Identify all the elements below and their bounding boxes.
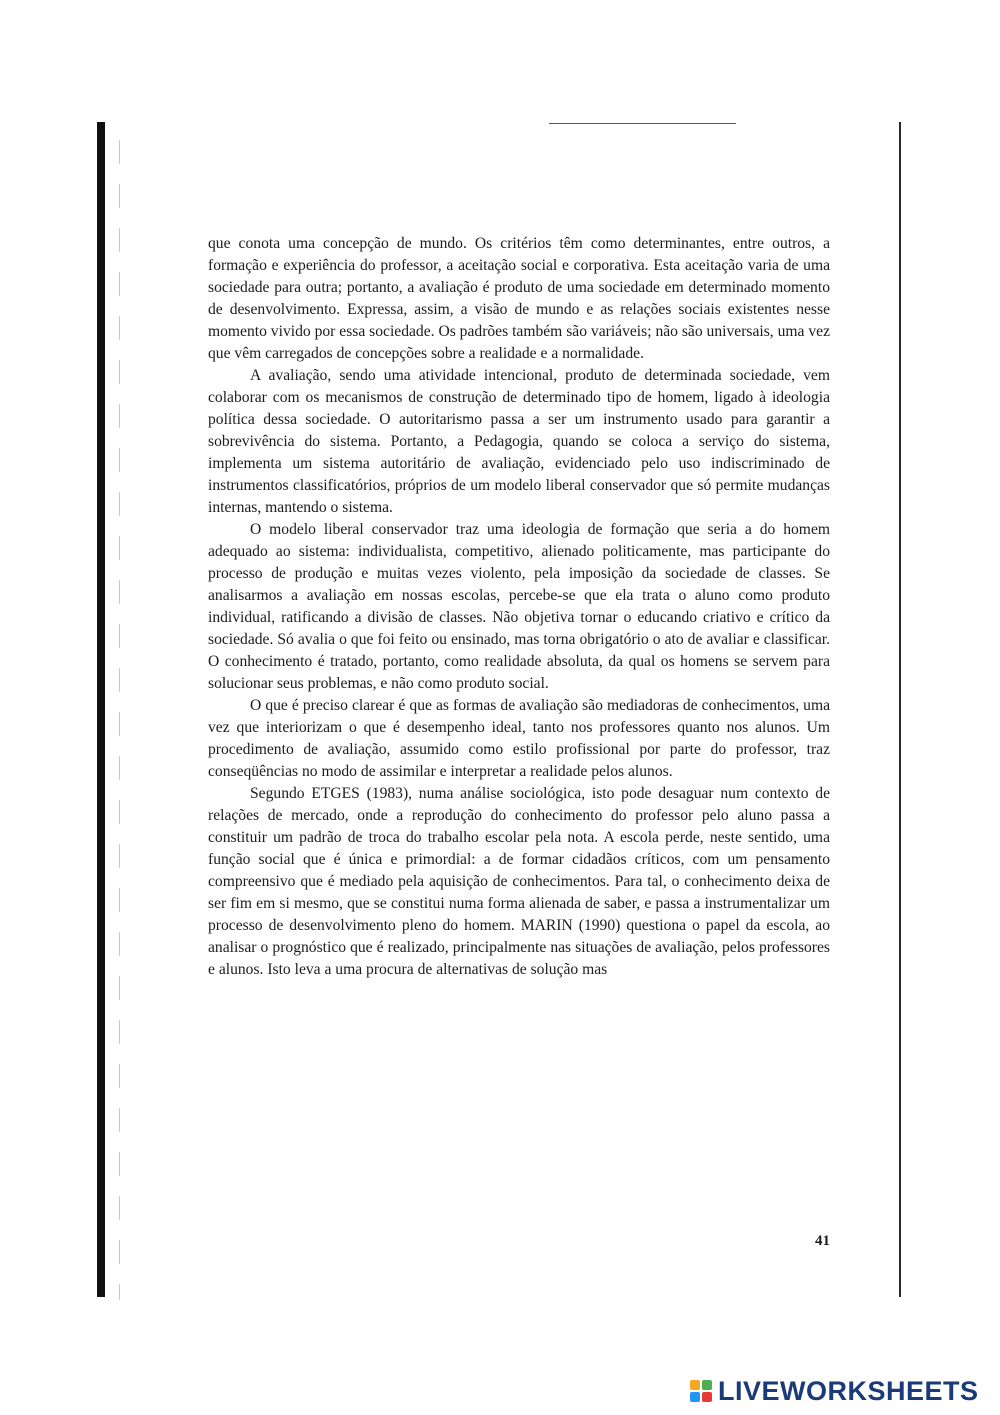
page-right-edge <box>899 122 901 1297</box>
paragraph-5: Segundo ETGES (1983), numa análise sociológica, isto pode desaguar num contexto de relações de mercado, onde a reprodução do conhecimento do professor pelo aluno passa a constituir um padrão de troca do trabalho escolar pela nota. A escola perde, neste sentido, uma função social que é única e primordial: a de formar cidadãos críticos, com um pensamento compreensivo que é mediado pela aquisição de conhecimentos. Para tal, o conhecimento deixa de ser fim em si mesmo, que se constitui numa forma alienada de saber, e passa a instrumentalizar um processo de desenvolvimento pleno do homem. MARIN (1990) questiona o papel da escola, ao analisar o prognóstico que é realizado, principalmente nas situações de avaliação, pelos professores e alunos. Isto leva a uma procura de alternativas de solução mas <box>208 785 830 978</box>
scan-margin-line <box>119 140 120 1300</box>
page-number: 41 <box>815 1233 830 1249</box>
liveworksheets-brand <box>690 1374 979 1408</box>
paragraph-3: O modelo liberal conservador traz uma ideologia de formação que seria a do homem adequado ao sistema: individualista, competitivo, alienado politicamente, mas participante do processo de produção e muitas vezes violento, pela imposição da sociedade de classes. Se analisarmos a avaliação em nossas escolas, percebe-se que ela trata o aluno como produto individual, ratificando a divisão de classes. Não objetiva tornar o educando criativo e crítico da sociedade. Só avalia o que foi feito ou ensinado, mas torna obrigatório o ato de avaliar e classificar. O conhecimento é tratado, portanto, como realidade absoluta, da qual os homens se servem para solucionar seus problemas, e não como produto social. <box>208 521 830 692</box>
brand-text: LIVEWORKSHEETS <box>718 1375 979 1406</box>
logo-square-3 <box>690 1392 700 1402</box>
paragraph-4: O que é preciso clarear é que as formas de avaliação são mediadoras de conhecimentos, uma vez que interiorizam o que é desempenho ideal, tanto nos professores quanto nos alunos. Um procedimento de avaliação, assumido como estilo profissional por parte do professor, traz conseqüências no modo de assimilar e interpretar a realidade pelos alunos. <box>208 697 830 780</box>
logo-square-1 <box>690 1380 700 1390</box>
header-rule <box>549 123 736 124</box>
logo-square-2 <box>702 1380 712 1390</box>
logo-square-4 <box>702 1392 712 1402</box>
paragraph-1: que conota uma concepção de mundo. Os critérios têm como determinantes, entre outros, a formação e experiência do professor, a aceitação social e corporativa. Esta aceitação varia de uma sociedade para outra; portanto, a avaliação é produto de uma sociedade em determinado momento de desenvolvimento. Expressa, assim, a visão de mundo e as relações sociais existentes nesse momento vivido por essa sociedade. Os padrões também são variáveis; não são universais, uma vez que vêm carregados de concepções sobre a realidade e a normalidade. <box>208 235 830 362</box>
scan-edge-bar <box>97 122 105 1297</box>
paragraph-2: A avaliação, sendo uma atividade intencional, produto de determinada sociedade, vem colaborar com os mecanismos de construção de determinado tipo de homem, ligado à ideologia política dessa sociedade. O autoritarismo passa a ser um instrumento usado para garantir a sobrevivência do sistema. Portanto, a Pedagogia, quando se coloca a serviço do sistema, implementa um sistema autoritário de avaliação, evidenciado pelo uso indiscriminado de instrumentos classificatórios, próprios de um modelo liberal conservador que só permite mudanças internas, mantendo o sistema. <box>208 367 830 516</box>
liveworksheets-logo-icon <box>690 1380 712 1402</box>
body-text <box>208 233 830 981</box>
